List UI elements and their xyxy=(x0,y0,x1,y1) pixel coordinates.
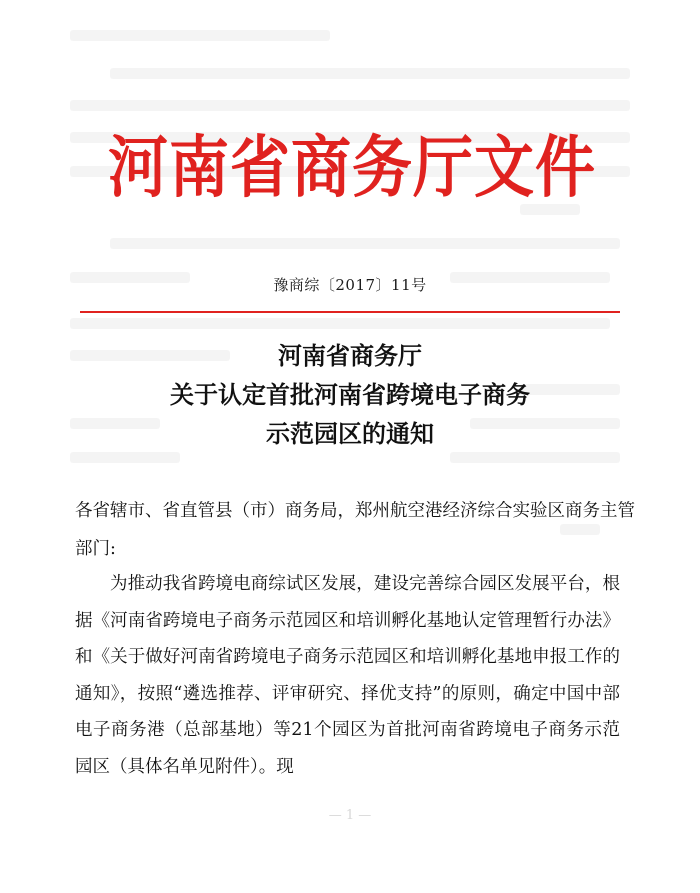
document-header-title: 河南省商务厅文件 xyxy=(108,128,596,208)
bleed-line xyxy=(110,238,620,249)
body-paragraph: 为推动我省跨境电商综试区发展，建设完善综合园区发展平台，根据《河南省跨境电子商务示范园区和培训孵化基地认定管理暂行办法》和《关于做好河南省跨境电子商务示范园区和培训孵化基地申报工作的通知》，按照“遴选推荐、评审研究、择优支持”的原则，确定中国中部电子商务港（总部基地）等21个园区为首批河南省跨境电子商务示范园区（具体名单见附件）。现 xyxy=(75,574,620,777)
notice-title xyxy=(0,336,700,453)
notice-title-line-1: 河南省商务厅 xyxy=(278,341,422,370)
document-number: 豫商综〔2017〕11号 xyxy=(273,276,427,294)
bleed-line xyxy=(70,30,330,41)
notice-title-line-2: 关于认定首批河南省跨境电子商务 xyxy=(170,380,530,409)
red-divider-line xyxy=(80,311,620,313)
notice-title-line-3: 示范园区的通知 xyxy=(266,419,434,448)
bleed-line xyxy=(450,452,620,463)
bleed-line xyxy=(70,100,630,111)
addressee-paragraph: 各省辖市、省直管县（市）商务局，郑州航空港经济综合实验区商务主管部门: xyxy=(75,501,635,559)
bleed-line xyxy=(70,318,610,329)
bleed-line xyxy=(110,68,630,79)
page-number: — 1 — xyxy=(328,808,372,823)
bleed-line xyxy=(70,452,180,463)
